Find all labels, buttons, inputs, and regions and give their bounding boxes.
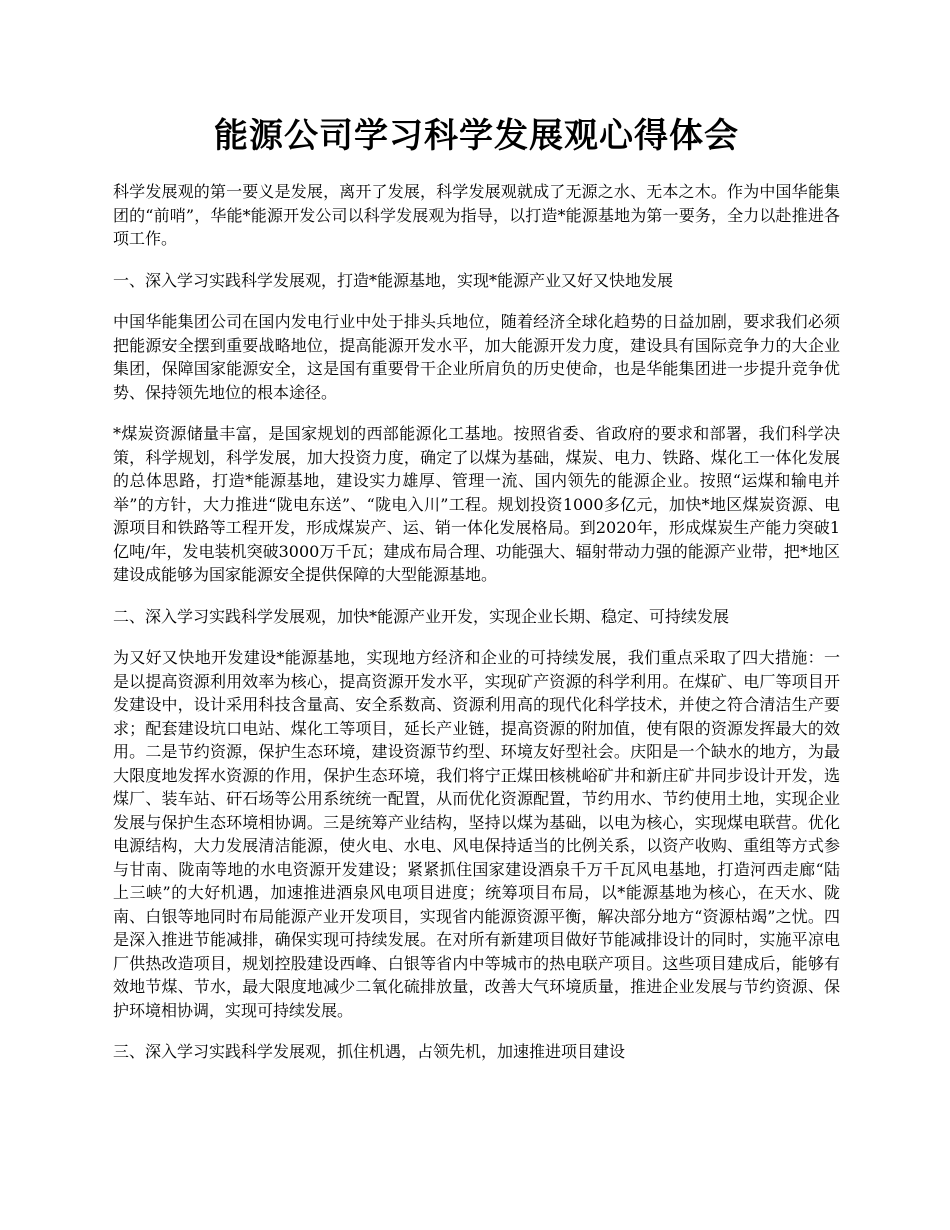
section-1-heading: 一、深入学习实践科学发展观，打造*能源基地，实现*能源产业又好又快地发展 [113, 270, 674, 290]
section-1-paragraph-1: 中国华能集团公司在国内发电行业中处于排头兵地位，随着经济全球化趋势的日益加剧，要求我们必须把能源安全摆到重要战略地位，提高能源开发水平，加大能源开发力度，建设具有国际竞争力的大企业集团，保障国家能源安全，这是国有重要骨干企业所肩负的历史使命，也是华能集团进一步提升竞争优势、保持领先地位的根本途径。 [113, 312, 840, 402]
document-title: 能源公司学习科学发展观心得体会 [214, 116, 739, 156]
section-2-heading: 二、深入学习实践科学发展观，加快*能源产业开发，实现企业长期、稳定、可持续发展 [113, 606, 730, 626]
section-3-heading: 三、深入学习实践科学发展观，抓住机遇，占领先机，加速推进项目建设 [113, 1042, 626, 1061]
document-page [113, 112, 840, 1082]
section-1-paragraph-2: *煤炭资源储量丰富，是国家规划的西部能源化工基地。按照省委、省政府的要求和部署，我们科学决策，科学规划，科学发展，加大投资力度，确定了以煤为基础，煤炭、电力、铁路、煤化工一体化发展的总体思路，打造*能源基地，建设实力雄厚、管理一流、国内领先的能源企业。按照“运煤和输电并举”的方针，大力推进“陇电东送”、“陇电入川”工程。规划投资1000多亿元，加快*地区煤炭资源、电源项目和铁路等工程开发，形成煤炭产、运、销一体化发展格局。到2020年，形成煤炭生产能力突破1亿吨/年，发电装机突破3000万千瓦；建成布局合理、功能强大、辐射带动力强的能源产业带，把*地区建设成能够为国家能源安全提供保障的大型能源基地。 [113, 424, 840, 584]
intro-paragraph: 科学发展观的第一要义是发展，离开了发展，科学发展观就成了无源之水、无本之木。作为中国华能集团的“前哨”，华能*能源开发公司以科学发展观为指导，以打造*能源基地为第一要务，全力以赴推进各项工作。 [113, 182, 840, 248]
section-2-paragraph-1: 为又好又快地开发建设*能源基地，实现地方经济和企业的可持续发展，我们重点采取了四大措施：一是以提高资源利用效率为核心，提高资源开发水平，实现矿产资源的科学利用。在煤矿、电厂等项目开发建设中，设计采用科技含量高、安全系数高、资源利用高的现代化科学技术，并使之符合清洁生产要求；配套建设坑口电站、煤化工等项目，延长产业链，提高资源的附加值，使有限的资源发挥最大的效用。二是节约资源，保护生态环境，建设资源节约型、环境友好型社会。庆阳是一个缺水的地方，为最大限度地发挥水资源的作用，保护生态环境，我们将宁正煤田核桃峪矿井和新庄矿井同步设计开发，选煤厂、装车站、矸石场等公用系统统一配置，从而优化资源配置，节约用水、节约使用土地，实现企业发展与保护生态环境相协调。三是统筹产业结构，坚持以煤为基础，以电为核心，实现煤电联营。优化电源结构，大力发展清洁能源，使火电、水电、风电保持适当的比例关系，以资产收购、重组等方式参与甘南、陇南等地的水电资源开发建设；紧紧抓住国家建设酒泉千万千瓦风电基地，打造河西走廊“陆上三峡”的大好机遇，加速推进酒泉风电项目进度；统筹项目布局，以*能源基地为核心，在天水、陇南、白银等地同时布局能源产业开发项目，实现省内能源资源平衡，解决部分地方“资源枯竭”之忧。四是深入推进节能减排，确保实现可持续发展。在对所有新建项目做好节能减排设计的同时，实施平凉电厂供热改造项目，规划控股建设西峰、白银等省内中等城市的热电联产项目。这些项目建成后，能够有效地节煤、节水，最大限度地减少二氧化硫排放量，改善大气环境质量，推进企业发展与节约资源、保护环境相协调，实现可持续发展。 [113, 648, 840, 1020]
